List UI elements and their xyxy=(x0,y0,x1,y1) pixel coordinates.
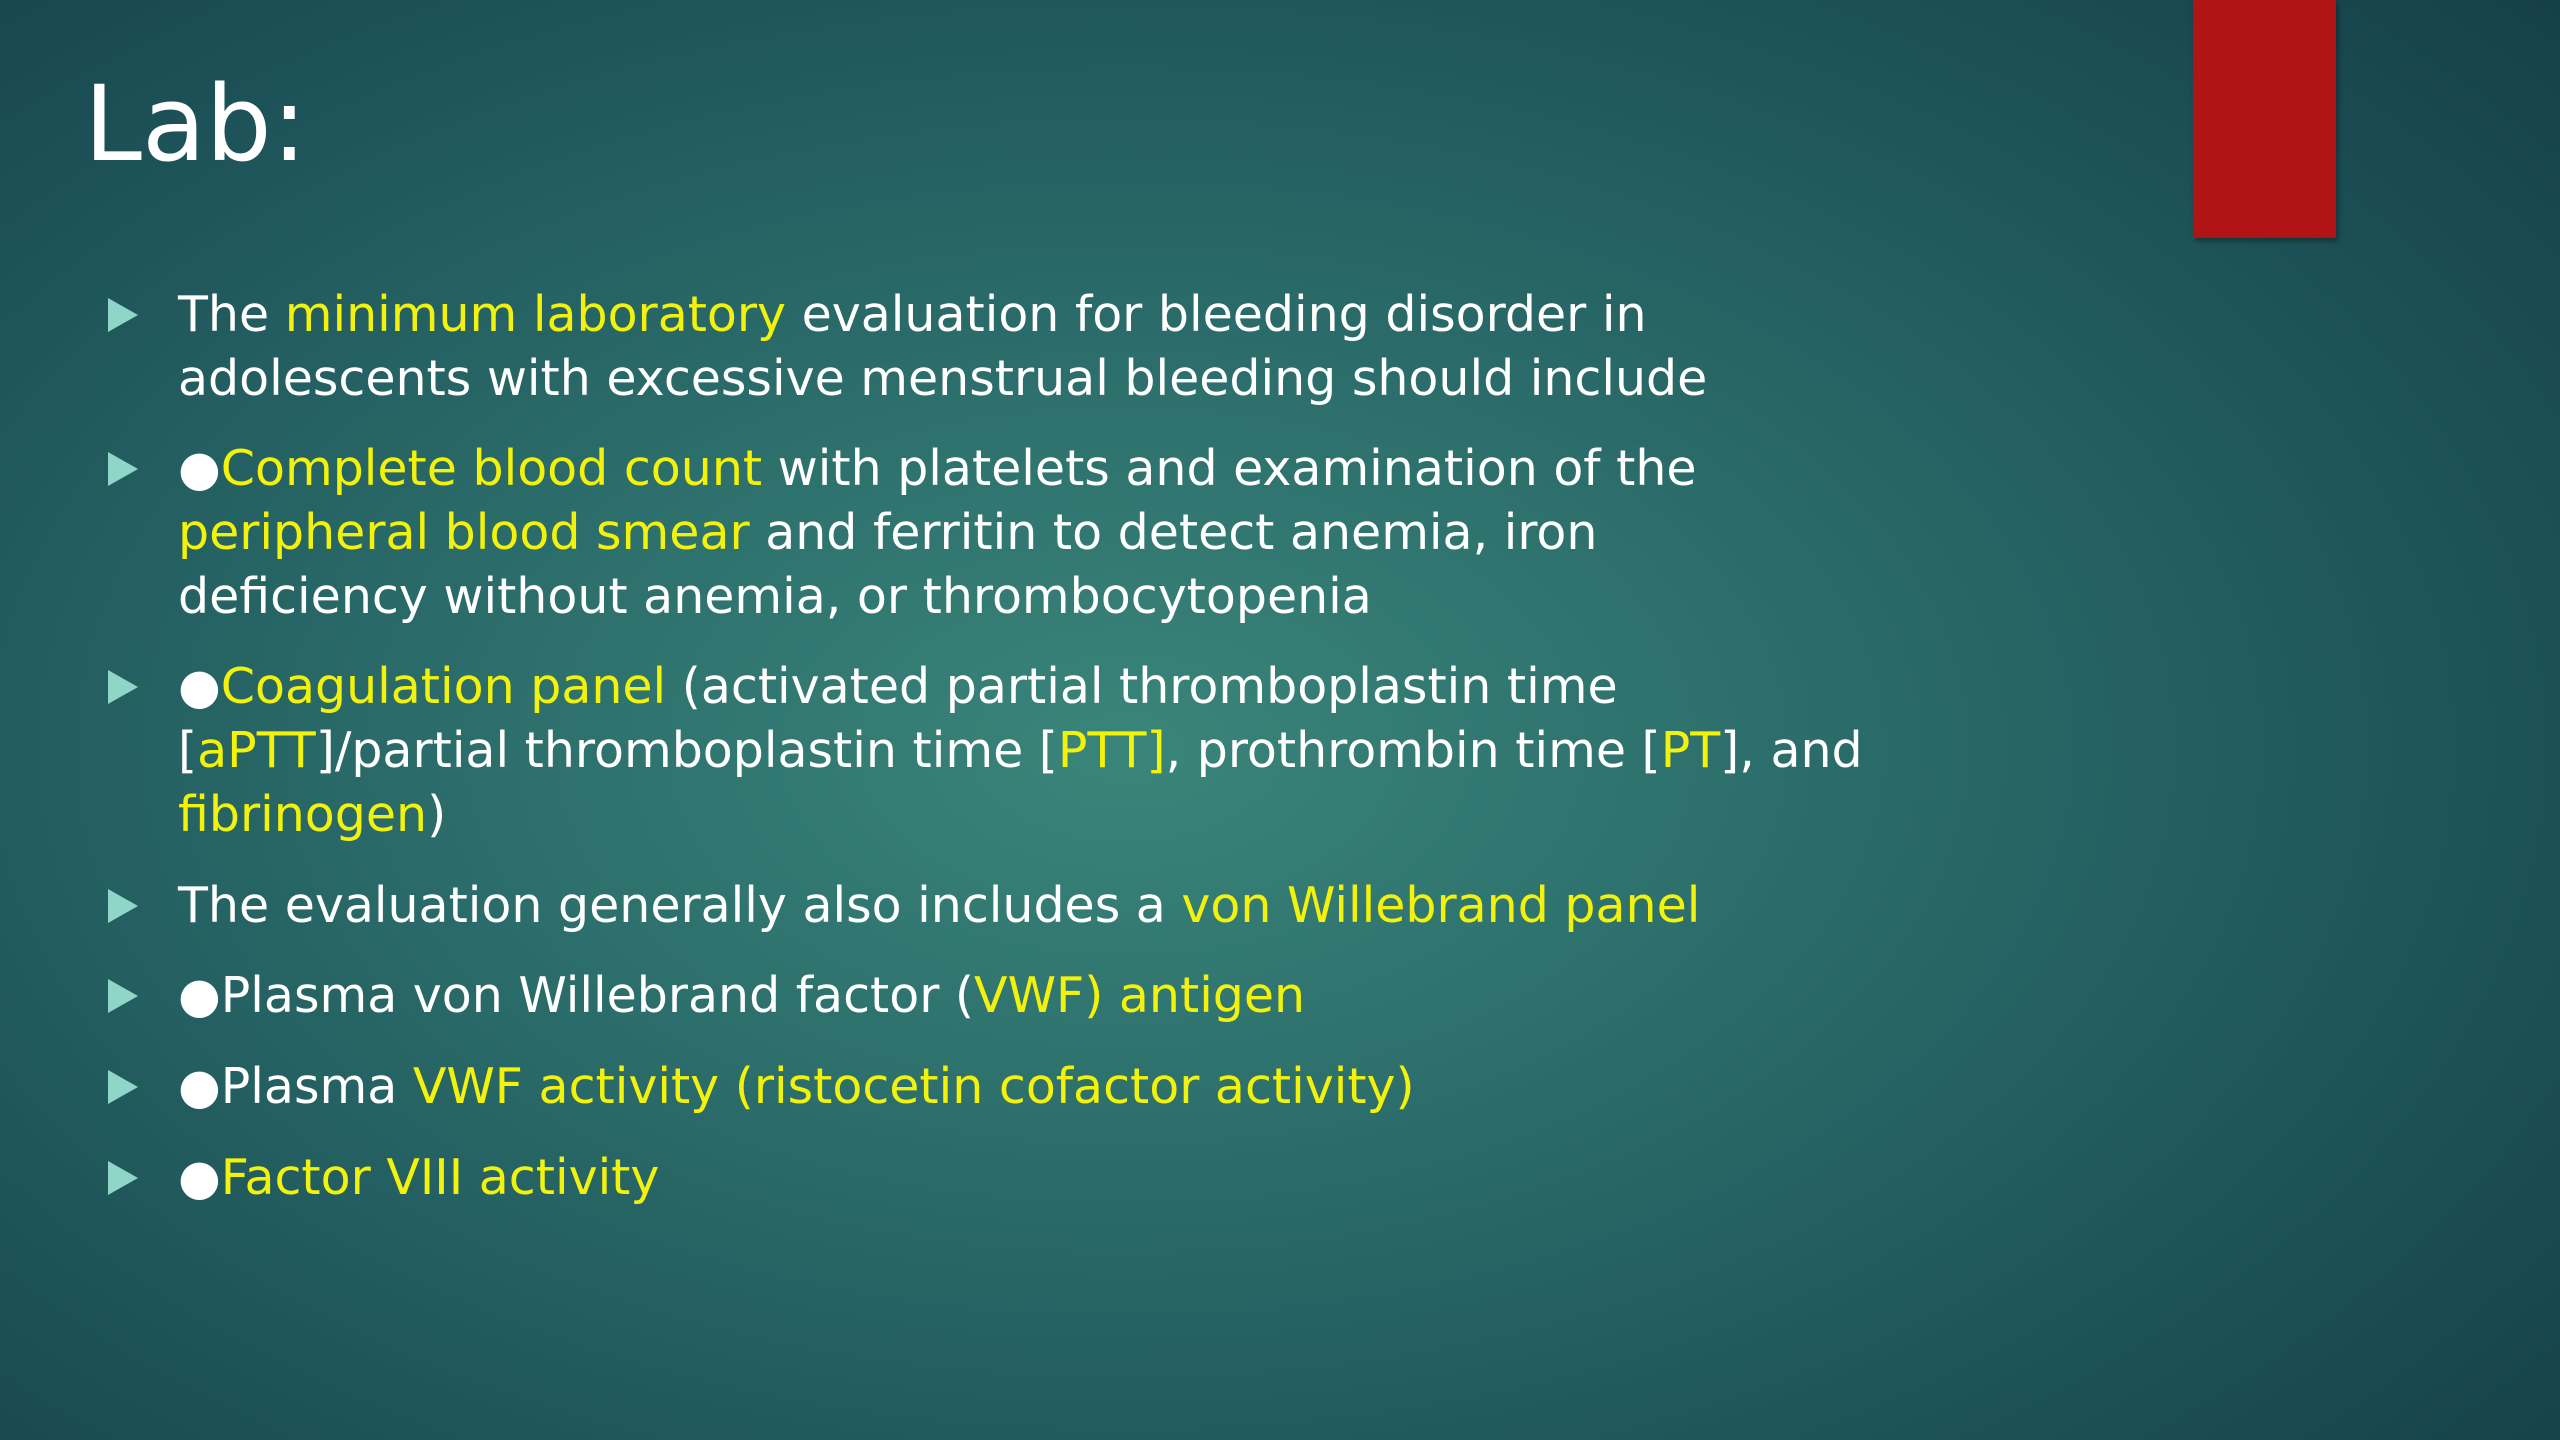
text-segment: ]/partial thromboplastin time [ xyxy=(315,722,1058,779)
highlighted-text: peripheral blood smear xyxy=(178,504,750,561)
highlighted-text: Factor VIII activity xyxy=(220,1149,660,1206)
highlighted-text: aPTT xyxy=(197,722,316,779)
bullet-item-7 xyxy=(108,1146,1988,1210)
bullet-text xyxy=(178,964,1305,1028)
text-segment: ● xyxy=(178,440,221,497)
highlighted-text: VWF) antigen xyxy=(974,967,1306,1024)
text-segment: ●Plasma von Willebrand factor ( xyxy=(178,967,975,1024)
text-segment: ●Plasma xyxy=(178,1058,413,1115)
text-segment: ● xyxy=(178,658,221,715)
highlighted-text: Coagulation panel xyxy=(220,658,667,715)
highlighted-text: Complete blood count xyxy=(220,440,763,497)
bullet-item-1 xyxy=(108,283,1988,411)
text-segment: adolescents with excessive menstrual bleeding should include xyxy=(178,350,1708,407)
triangle-right-icon xyxy=(108,1146,178,1210)
triangle-right-icon xyxy=(108,1055,178,1119)
text-segment: deficiency without anemia, or thrombocytopenia xyxy=(178,568,1372,625)
bullet-item-4 xyxy=(108,874,1988,938)
text-segment: evaluation for bleeding disorder in xyxy=(786,286,1647,343)
text-segment: , prothrombin time [ xyxy=(1165,722,1661,779)
text-segment: and ferritin to detect anemia, iron xyxy=(749,504,1598,561)
slide-title: Lab: xyxy=(84,63,307,185)
triangle-right-icon xyxy=(108,437,178,501)
text-segment: ● xyxy=(178,1149,221,1206)
highlighted-text: VWF activity (ristocetin cofactor activity) xyxy=(412,1058,1415,1115)
highlighted-text: minimum laboratory xyxy=(284,286,787,343)
bullet-text xyxy=(178,655,1863,847)
text-segment: ) xyxy=(427,786,447,843)
text-segment: [ xyxy=(178,722,198,779)
bullet-text xyxy=(178,437,1697,629)
bullet-item-6 xyxy=(108,1055,1988,1119)
triangle-right-icon xyxy=(108,655,178,719)
text-segment: The xyxy=(178,286,285,343)
text-segment: (activated partial thromboplastin time xyxy=(666,658,1618,715)
bullet-item-2 xyxy=(108,437,1988,629)
text-segment: with platelets and examination of the xyxy=(762,440,1697,497)
accent-bar xyxy=(2193,0,2336,238)
text-segment: The evaluation generally also includes a xyxy=(178,877,1182,934)
bullet-text xyxy=(178,874,1700,938)
highlighted-text: fibrinogen xyxy=(178,786,428,843)
triangle-right-icon xyxy=(108,283,178,347)
bullet-text xyxy=(178,1055,1415,1119)
highlighted-text: PT xyxy=(1660,722,1721,779)
bullet-text xyxy=(178,1146,659,1210)
highlighted-text: PTT] xyxy=(1057,722,1166,779)
bullet-item-5 xyxy=(108,964,1988,1028)
triangle-right-icon xyxy=(108,874,178,938)
text-segment: ], and xyxy=(1720,722,1863,779)
bullet-item-3 xyxy=(108,655,1988,847)
highlighted-text: von Willebrand panel xyxy=(1181,877,1701,934)
bullet-text xyxy=(178,283,1707,411)
triangle-right-icon xyxy=(108,964,178,1028)
